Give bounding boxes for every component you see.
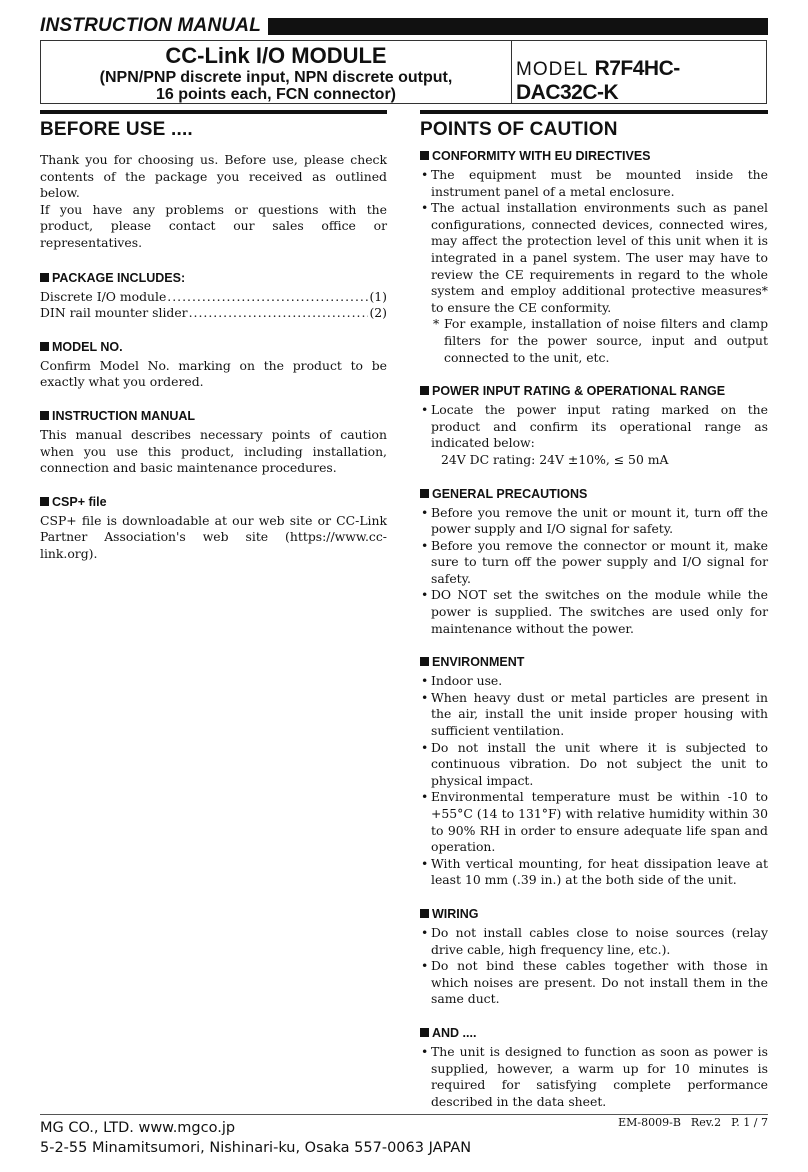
- package-section: [40, 270, 387, 322]
- model-no-text: Confirm Model No. marking on the product to be exactly what you ordered.: [40, 357, 387, 390]
- bullet-item: • Locate the power input rating marked on the product and confirm its operational range as indicated below:: [420, 402, 768, 452]
- right-column-rule: [420, 110, 768, 114]
- revision: Rev.2: [690, 1116, 722, 1129]
- title-box: [40, 40, 767, 104]
- power-rating: 24V DC rating: 24V ±10%, ≤ 50 mA: [441, 451, 669, 467]
- package-item: DIN rail mounter slider ..... (2): [40, 305, 387, 322]
- model-value: R7F4HC-DAC32C-K: [516, 57, 680, 104]
- square-bullet-icon: [420, 1028, 429, 1037]
- general-precautions-title: GENERAL PRECAUTIONS: [420, 486, 768, 502]
- before-use-heading: BEFORE USE ....: [40, 119, 193, 140]
- square-bullet-icon: [40, 342, 49, 351]
- footer-address: 5-2-55 Minamitsumori, Nishinari-ku, Osaka 557-0063 JAPAN: [40, 1140, 472, 1156]
- model-no-section: [40, 339, 387, 391]
- banner-label: INSTRUCTION MANUAL: [40, 16, 267, 36]
- bullet-item: • With vertical mounting, for heat dissipation leave at least 10 mm (.39 in.) at the both side of the unit.: [420, 856, 768, 889]
- instruction-manual-title: INSTRUCTION MANUAL: [40, 408, 387, 424]
- footer-rule: [40, 1114, 768, 1115]
- instruction-manual-section: [40, 408, 387, 477]
- points-of-caution-heading: POINTS OF CAUTION: [420, 119, 618, 140]
- and-title: AND ....: [420, 1025, 768, 1041]
- left-column: [40, 110, 387, 563]
- bullet-item: • The equipment must be mounted inside the instrument panel of a metal enclosure.: [420, 167, 768, 200]
- intro-paragraph-2: If you have any problems or questions with the product, please contact our sales office or representatives.: [40, 201, 387, 250]
- wiring-section: [420, 906, 768, 1008]
- footer-company-block: [40, 1118, 471, 1158]
- wiring-title: WIRING: [420, 906, 768, 922]
- bullet-item: • Before you remove the unit or mount it, turn off the power supply and I/O signal for safety.: [420, 505, 768, 538]
- and-section: [420, 1025, 768, 1110]
- bullet-item: • Environmental temperature must be within -10 to +55°C (14 to 131°F) with relative humidity within 30 to 90% RH in order to ensure adequate life span and operation.: [420, 789, 768, 855]
- footnote: * For example, installation of noise filters and clamp filters for the power source, input and output connected to the unit, etc.: [433, 316, 768, 365]
- square-bullet-icon: [40, 273, 49, 282]
- manual-banner: [40, 16, 768, 36]
- square-bullet-icon: [40, 497, 49, 506]
- power-section: [420, 383, 768, 468]
- right-column: [420, 110, 768, 1110]
- product-subtitle-line2: 16 points each, FCN connector): [155, 86, 397, 103]
- model-label: MODEL: [516, 59, 589, 80]
- square-bullet-icon: [420, 657, 429, 666]
- left-column-rule: [40, 110, 387, 114]
- product-subtitle-line1: (NPN/PNP discrete input, NPN discrete output,: [99, 69, 453, 86]
- environment-section: [420, 654, 768, 889]
- bullet-item: • The actual installation environments such as panel configurations, connected devices, connected wires, may affect the protection level of this unit when it is integrated in a panel system. The user may have to review the CE requirements in regard to the whole system and employ additional protective measures* to ensure the CE conformity.: [420, 200, 768, 316]
- bullet-item: • Do not bind these cables together with those in which noises are present. Do not install them in the same duct.: [420, 958, 768, 1008]
- footer-company: MG CO., LTD. www.mgco.jp: [40, 1120, 236, 1136]
- bullet-item: • The unit is designed to function as soon as power is supplied, however, a warm up for 10 minutes is required for satisfying complete performance described in the data sheet.: [420, 1044, 768, 1110]
- intro-paragraph-1: Thank you for choosing us. Before use, please check contents of the package you received as outlined below.: [40, 152, 387, 201]
- product-title: CC-Link I/O MODULE: [165, 43, 387, 68]
- environment-title: ENVIRONMENT: [420, 654, 768, 670]
- square-bullet-icon: [420, 489, 429, 498]
- package-item: Discrete I/O module ..... (1): [40, 289, 387, 306]
- bullet-item: • Before you remove the connector or mount it, make sure to turn off the power supply and I/O signal for safety.: [420, 538, 768, 588]
- title-divider: [511, 41, 512, 103]
- csp-text: CSP+ file is downloadable at our web site or CC-Link Partner Association's web site (https://www.cc-link.org).: [40, 512, 387, 561]
- package-title: PACKAGE INCLUDES:: [40, 270, 387, 286]
- doc-number: EM-8009-B: [618, 1116, 681, 1129]
- bullet-item: • Indoor use.: [420, 673, 768, 690]
- square-bullet-icon: [40, 411, 49, 420]
- power-title: POWER INPUT RATING & OPERATIONAL RANGE: [420, 383, 768, 399]
- banner-bar: [268, 18, 768, 35]
- square-bullet-icon: [420, 909, 429, 918]
- bullet-item: • Do not install the unit where it is subjected to continuous vibration. Do not subject the unit to physical impact.: [420, 740, 768, 790]
- product-title-block: [41, 41, 511, 103]
- model-block: [516, 57, 766, 105]
- square-bullet-icon: [420, 386, 429, 395]
- eu-section: [420, 148, 768, 366]
- general-precautions-section: [420, 486, 768, 638]
- eu-title: CONFORMITY WITH EU DIRECTIVES: [420, 148, 768, 164]
- model-no-title: MODEL NO.: [40, 339, 387, 355]
- square-bullet-icon: [420, 151, 429, 160]
- bullet-item: • When heavy dust or metal particles are present in the air, install the unit inside proper housing with sufficient ventilation.: [420, 690, 768, 740]
- page-number: P. 1 / 7: [731, 1116, 768, 1129]
- bullet-item: • Do not install cables close to noise sources (relay drive cable, high frequency line, etc.).: [420, 925, 768, 958]
- footer-doc-info: [618, 1116, 768, 1130]
- csp-section: [40, 494, 387, 563]
- csp-title: CSP+ file: [40, 494, 387, 510]
- bullet-item: • DO NOT set the switches on the module while the power is supplied. The switches are used only for maintenance without the power.: [420, 587, 768, 637]
- instruction-manual-text: This manual describes necessary points of caution when you use this product, including installation, connection and basic maintenance procedures.: [40, 426, 387, 476]
